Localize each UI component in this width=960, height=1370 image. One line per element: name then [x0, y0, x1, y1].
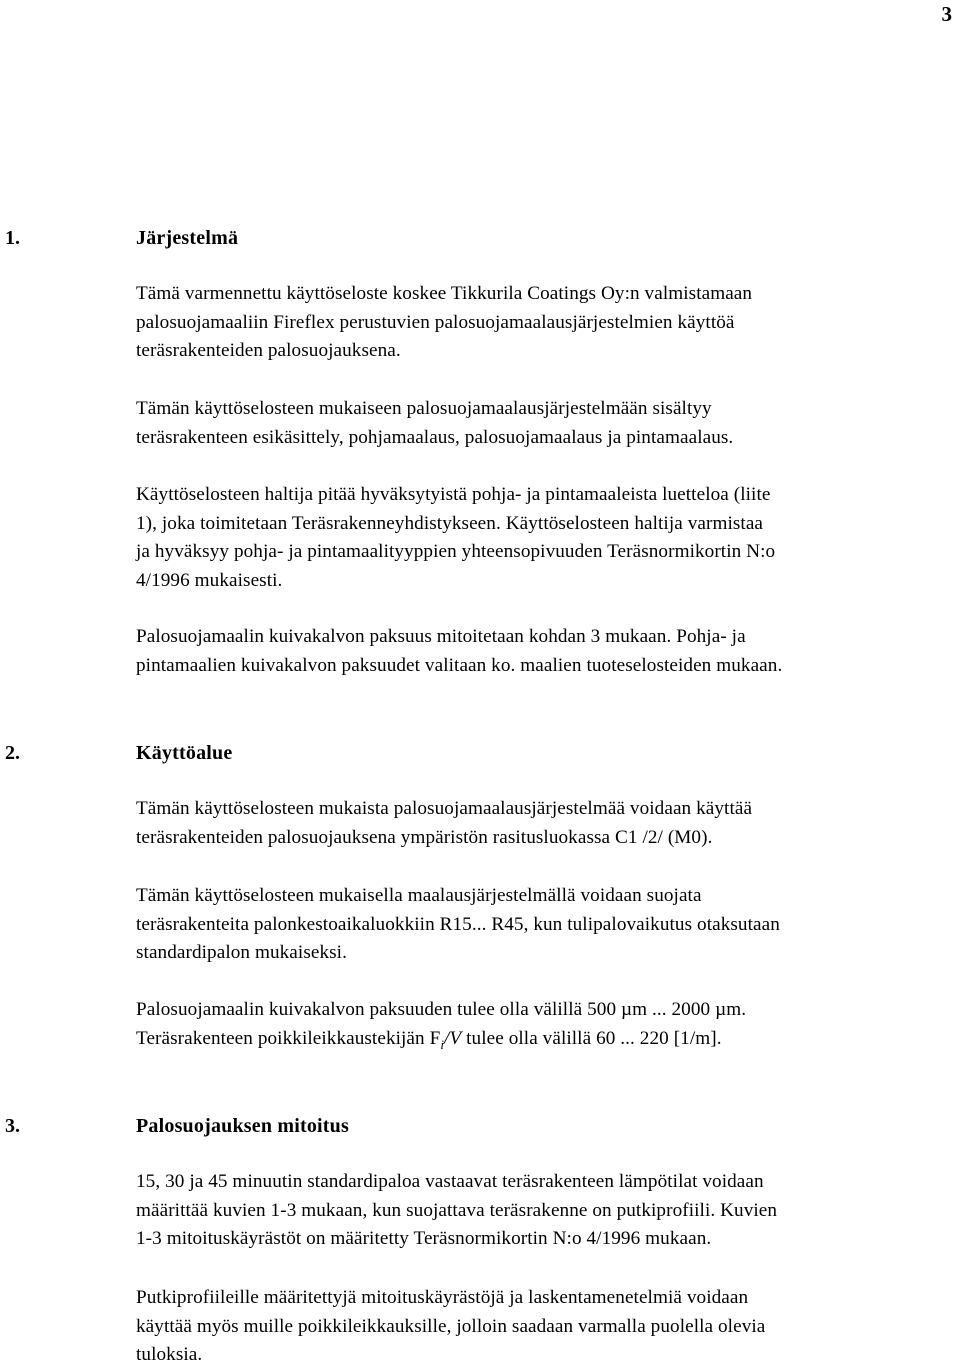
text-line: ja hyväksyy pohja- ja pintamaalityyppien yhteensopivuuden Teräsnormikortin N:o — [136, 541, 776, 563]
section-number: 3. — [5, 1115, 20, 1137]
text-line: Putkiprofiileille määritettyjä mitoituskäyrästöjä ja laskentamenetelmiä voidaan — [136, 1287, 749, 1308]
paragraph — [136, 1168, 960, 1254]
paragraph — [136, 1284, 960, 1370]
text-line: 15, 30 ja 45 minuutin standardipaloa vastaavat teräsrakenteen lämpötilat voidaan — [136, 1171, 764, 1192]
text-line: Tämän käyttöselosteen mukaiseen palosuojamaalausjärjestelmään sisältyy — [136, 398, 712, 419]
text-line: 4/1996 mukaisesti. — [136, 570, 283, 592]
text-run: Teräsrakenteen poikkileikkaustekijän F — [136, 1027, 441, 1049]
text-line: 1), joka toimitetaan Teräsrakenneyhdistykseen. Käyttöselosteen haltija varmistaa — [136, 512, 764, 534]
text-line: Tämä varmennettu käyttöseloste koskee Tikkurila Coatings Oy:n valmistamaan — [136, 283, 753, 304]
text-line: teräsrakenteita palonkestoaikaluokkiin R15... R45, kun tulipalovaikutus otaksutaan — [136, 913, 780, 935]
text-line: teräsrakenteen esikäsittely, pohjamaalaus, palosuojamaalaus ja pintamaalaus. — [136, 426, 734, 448]
paragraph — [136, 395, 960, 452]
paragraph — [136, 882, 960, 968]
paragraph — [136, 481, 960, 596]
text-line: teräsrakenteiden palosuojauksena. — [136, 340, 401, 362]
text-line: Tämän käyttöselosteen mukaisella maalausjärjestelmällä voidaan suojata — [136, 885, 702, 906]
section-title: Palosuojauksen mitoitus — [136, 1115, 349, 1137]
subscript: i — [440, 1036, 445, 1052]
section-title: Järjestelmä — [136, 227, 239, 249]
text-line: palosuojamaaliin Fireflex perustuvien palosuojamaalausjärjestelmien käyttöä — [136, 311, 735, 333]
text-line: Palosuojamaalin kuivakalvon paksuuden tulee olla välillä 500 µm ... 2000 µm. — [136, 999, 747, 1020]
text-line: standardipalon mukaiseksi. — [136, 942, 347, 964]
text-line: määrittää kuvien 1-3 mukaan, kun suojattava teräsrakenne on putkiprofiili. Kuvien — [136, 1199, 778, 1221]
text-line: pintamaalien kuivakalvon paksuudet valitaan ko. maalien tuoteselosteiden mukaan. — [136, 654, 783, 676]
section-number: 2. — [5, 742, 20, 764]
paragraph — [136, 795, 960, 852]
text-line: Käyttöselosteen haltija pitää hyväksytyistä pohja- ja pintamaaleista luetteloa (liite — [136, 484, 771, 505]
page-number: 3 — [941, 2, 952, 26]
text-line: 1-3 mitoituskäyrästöt on määritetty Teräsnormikortin N:o 4/1996 mukaan. — [136, 1228, 712, 1250]
text-line: käyttää myös muille poikkileikkauksille, jolloin saadaan varmalla puolella olevia — [136, 1315, 766, 1337]
text-line: teräsrakenteiden palosuojauksena ympäristön rasitusluokassa C1 /2/ (M0). — [136, 826, 713, 848]
text-line: tuloksia. — [136, 1344, 203, 1366]
section-number: 1. — [5, 227, 20, 249]
section-title: Käyttöalue — [136, 742, 233, 764]
paragraph — [136, 280, 960, 366]
text-run: tulee olla välillä 60 ... 220 [1/m]. — [461, 1027, 722, 1049]
paragraph — [136, 623, 960, 680]
text-run: /V — [444, 1027, 462, 1049]
text-line: Tämän käyttöselosteen mukaista palosuojamaalausjärjestelmää voidaan käyttää — [136, 798, 753, 819]
paragraph — [136, 996, 960, 1059]
text-line: Palosuojamaalin kuivakalvon paksuus mitoitetaan kohdan 3 mukaan. Pohja- ja — [136, 626, 746, 647]
text-line — [136, 1025, 960, 1060]
